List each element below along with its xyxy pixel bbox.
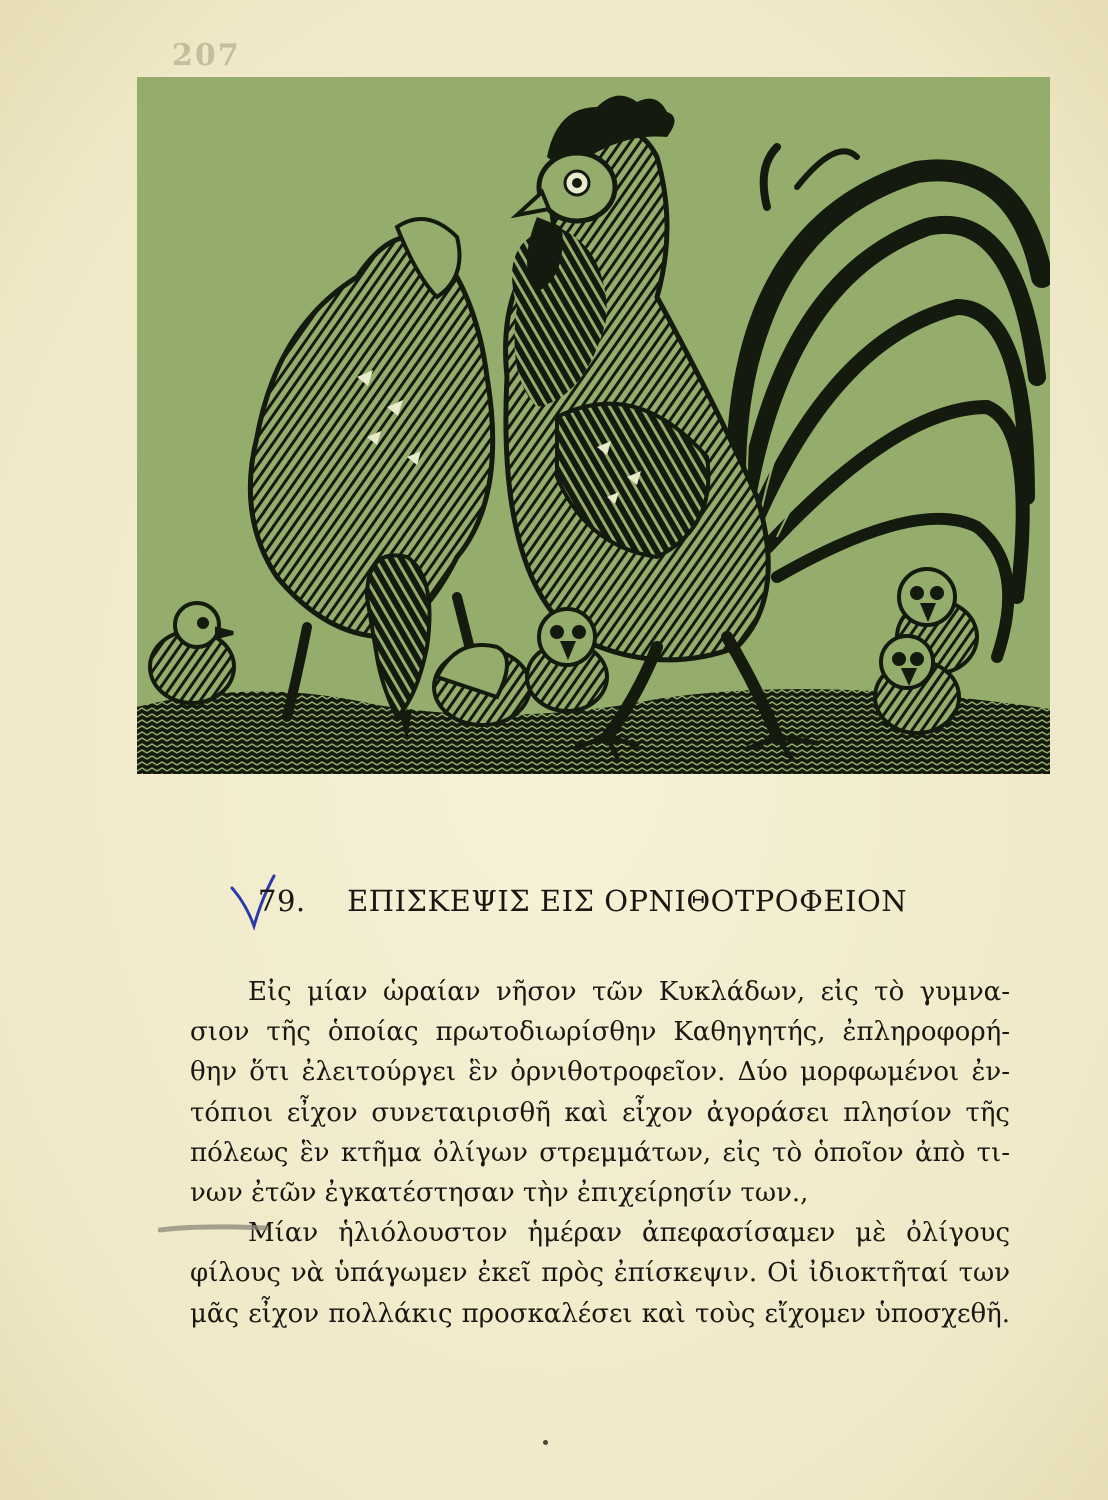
- rooster-illustration: [137, 77, 1050, 774]
- text-line: νων ἐτῶν ἐγκατέστησαν τὴν ἐπιχείρησίν των.,: [190, 1177, 809, 1208]
- text-line: φίλους νὰ ὑπάγωμεν ἐκεῖ πρὸς ἐπίσκεψιν. Οἱ ἰδιοκτῆταί των: [190, 1258, 1010, 1289]
- text-line: τόπιοι εἶχον συνεταιρισθῆ καὶ εἶχον ἀγοράσει πλησίον τῆς: [190, 1097, 1010, 1128]
- woodcut-rooster-hen-chicks-image: [137, 77, 1050, 774]
- text-line: Εἰς μίαν ὡραίαν νῆσον τῶν Κυκλάδων, εἰς τὸ γυμνα-: [248, 977, 1010, 1007]
- ink-dot: [543, 1440, 548, 1445]
- section-title: ΕΠΙΣΚΕΨΙΣ ΕΙΣ ΟΡΝΙΘΟΤΡΟΦΕΙΟΝ: [347, 884, 908, 918]
- page-number: 207: [172, 38, 241, 73]
- section-heading: [258, 884, 978, 928]
- section-number: 79.: [258, 884, 306, 918]
- text-line: θην ὅτι ἐλειτούργει ἓν ὀρνιθοτροφεῖον. Δύο μορφωμένοι ἐν-: [190, 1057, 1010, 1088]
- text-line: πόλεως ἓν κτῆμα ὀλίγων στρεμμάτων, εἰς τὸ ὁποῖον ἀπὸ τι-: [190, 1137, 1010, 1168]
- pencil-underline-mark: [158, 1222, 268, 1236]
- text-line: μᾶς εἶχον πολλάκις προσκαλέσει καὶ τοὺς εἴχομεν ὑποσχεθῆ.: [190, 1298, 1010, 1329]
- text-line: σιον τῆς ὁποίας πρωτοδιωρίσθην Καθηγητής, ἐπληροφορή-: [190, 1017, 1010, 1048]
- body-text: [190, 972, 1010, 1334]
- text-line: Μίαν ἡλιόλουστον ἡμέραν ἀπεφασίσαμεν μὲ ὀλίγους: [248, 1218, 1010, 1249]
